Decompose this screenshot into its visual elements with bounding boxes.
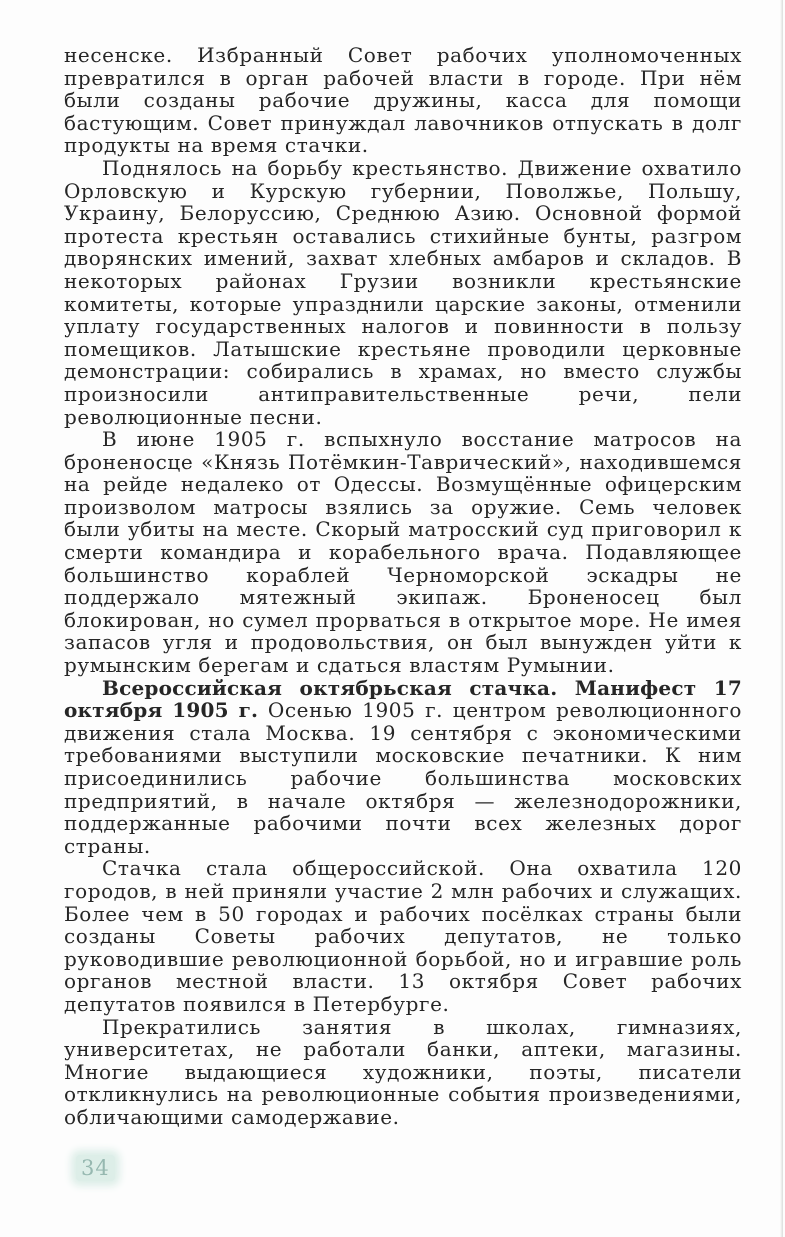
paragraph [64,857,742,1015]
paragraph-text: В июне 1905 г. вспыхнуло восстание матросов на броненосце «Князь Потёмкин-Таврический», находившемся на рейде недалеко от Одессы. Возмущённые офицерским произволом матросы взялись за оружие. Семь человек были убиты на месте. Скорый матросский суд приговорил к смерти командира и корабельного врача. Подавляющее большинство кораблей Черноморской эскадры не поддержало мятежный экипаж. Броненосец был блокирован, но сумел прорваться в открытое море. Не имея запасов угля и продовольствия, он был вынужден уйти к румынским берегам и сдаться властям Румынии. [64,427,742,678]
paragraph-text: Прекратились занятия в школах, гимназиях, университетах, не работали банки, аптеки, магазины. Многие выдающиеся художники, поэты, писатели откликнулись на революционные события произведениями, обличающими самодержавие. [64,1014,742,1129]
paragraph-text: несенске. Избранный Совет рабочих уполномоченных превратился в орган рабочей власти в городе. При нём были созданы рабочие дружины, касса для помощи бастующим. Совет принуждал лавочников отпускать в долг продукты на время стачки. [64,43,742,158]
paragraph-with-heading [64,677,742,858]
scan-edge-shadow [780,0,783,1237]
paragraph-text: Стачка стала общероссийской. Она охватила 120 городов, в ней приняли участие 2 млн рабочих и служащих. Более чем в 50 городах и рабочих посёлках страны были созданы Советы рабочих депутатов, не только руководившие революционной борьбой, но и игравшие роль органов местной власти. 13 октября Совет рабочих депутатов появился в Петербурге. [64,856,742,1016]
page-number: 34 [76,1155,115,1181]
paragraph [64,157,742,428]
paragraph [64,44,742,157]
text-block [64,44,742,1129]
paragraph [64,428,742,677]
section-heading: Всероссийская октябрьская стачка. Манифест 17 октября 1905 г. [64,675,742,723]
paragraph-text: Осенью 1905 г. центром революционного движения стала Москва. 19 сентября с экономическими требованиями выступили московские печатники. К ним присоединились рабочие большинства московских предприятий, в начале октября — железнодорожники, поддержанные рабочими почти всех железных дорог страны. [64,698,742,858]
paragraph-text: Поднялось на борьбу крестьянство. Движение охватило Орловскую и Курскую губернии, Поволжье, Польшу, Украину, Белоруссию, Среднюю Азию. Основной формой протеста крестьян оставались стихийные бунты, разгром дворянских имений, захват хлебных амбаров и складов. В некоторых районах Грузии возникли крестьянские комитеты, которые упразднили царские законы, отменили уплату государственных налогов и повинности в пользу помещиков. Латышские крестьяне проводили церковные демонстрации: собирались в храмах, но вместо службы произносили антиправительственные речи, пели революционные песни. [64,155,742,429]
paragraph [64,1016,742,1129]
